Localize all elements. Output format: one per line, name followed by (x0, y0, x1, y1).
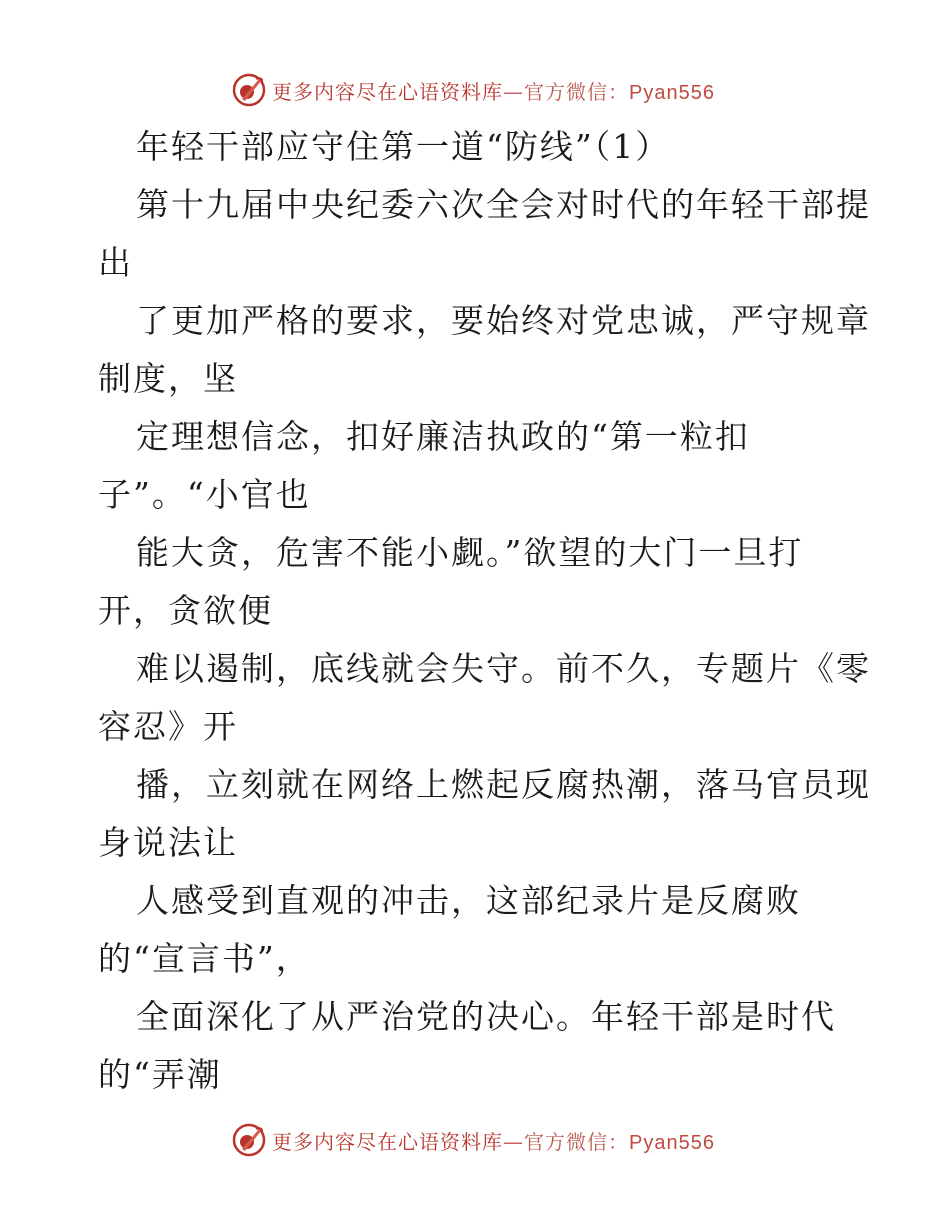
text-line: 第十九届中央纪委六次全会对时代的年轻干部提 (136, 185, 871, 224)
banner-separator: — (503, 79, 524, 104)
header-banner (232, 70, 715, 110)
document-body (98, 118, 871, 1104)
text-line: 容忍》开 (98, 707, 238, 746)
banner-wechat-label: 官方微信： (524, 79, 629, 104)
banner-text (272, 1126, 715, 1155)
text-line: 子”。“小官也 (98, 475, 311, 514)
banner-text (272, 76, 715, 105)
quill-seal-icon (232, 1123, 266, 1157)
banner-account: Pyan556 (629, 1131, 715, 1154)
document-title: 年轻干部应守住第一道“防线”（1） (136, 127, 671, 166)
text-line: 难以遏制，底线就会失守。前不久，专题片《零 (136, 649, 871, 688)
banner-main: 更多内容尽在心语资料库 (272, 79, 503, 104)
banner-account: Pyan556 (629, 81, 715, 104)
text-line: 的“弄潮 (98, 1055, 222, 1094)
text-line: 播，立刻就在网络上燃起反腐热潮，落马官员现 (136, 765, 871, 804)
footer-banner (232, 1120, 715, 1160)
text-line: 的“宣言书”， (98, 939, 311, 978)
text-line: 全面深化了从严治党的决心。年轻干部是时代 (136, 997, 836, 1036)
text-line: 人感受到直观的冲击，这部纪录片是反腐败 (136, 881, 801, 920)
banner-separator: — (503, 1129, 524, 1154)
banner-wechat-label: 官方微信： (524, 1129, 629, 1154)
text-line: 开，贪欲便 (98, 591, 273, 630)
text-line: 身说法让 (98, 823, 238, 862)
banner-main: 更多内容尽在心语资料库 (272, 1129, 503, 1154)
text-line: 能大贪，危害不能小觑。”欲望的大门一旦打 (136, 533, 804, 572)
quill-seal-icon (232, 73, 266, 107)
text-line: 了更加严格的要求，要始终对党忠诚，严守规章 (136, 301, 871, 340)
text-line: 制度，坚 (98, 359, 238, 398)
text-line: 出 (98, 243, 133, 282)
text-line: 定理想信念，扣好廉洁执政的“第一粒扣 (136, 417, 750, 456)
